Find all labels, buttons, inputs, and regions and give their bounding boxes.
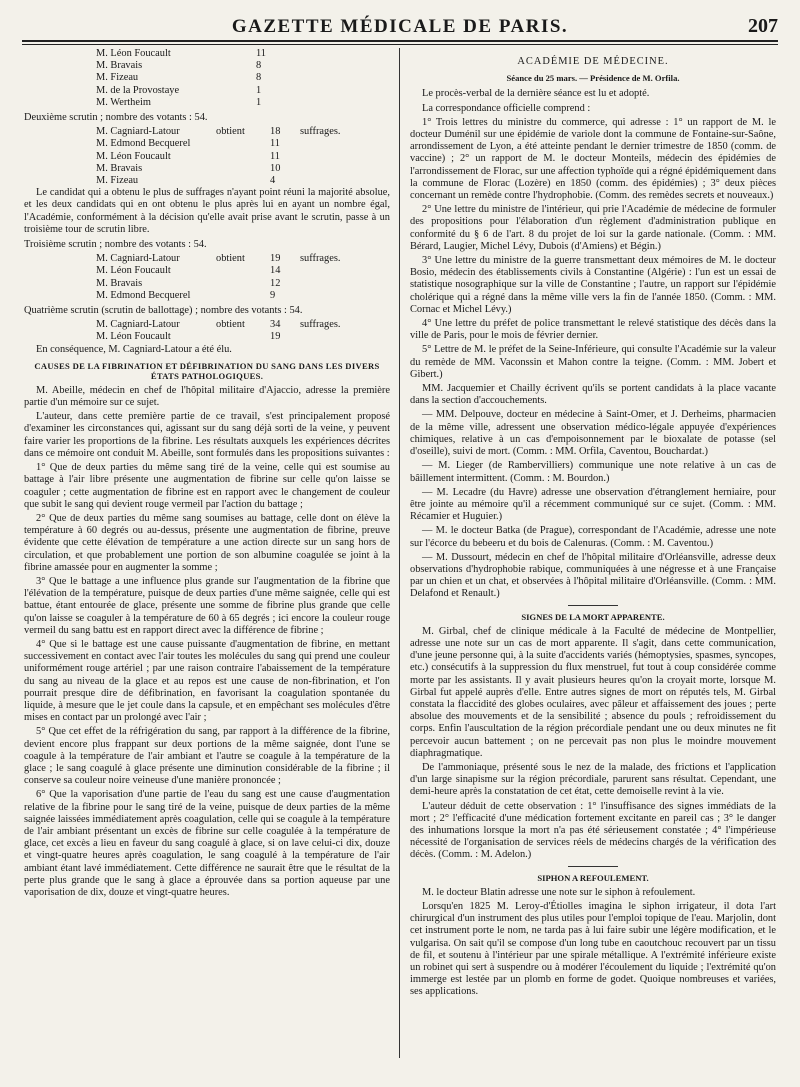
- vote-count: 10: [270, 162, 281, 174]
- vote-name: M. Edmond Becquerel: [96, 138, 191, 150]
- vote-name: M. Fizeau: [96, 72, 139, 84]
- vote-count: 8: [256, 72, 262, 84]
- correspondence-item: 5° Lettre de M. le préfet de la Seine-Inférieure, qui consulte l'Académie sur la valeur du remède de MM. Vaconssin et Mahon contre la teigne. (Comm. : MM. Jobert et Gibert.): [410, 344, 776, 380]
- right-column: [410, 48, 776, 1063]
- vote-count: 34: [270, 319, 281, 331]
- vote-name: M. Bravais: [96, 60, 143, 72]
- vote-row: [24, 48, 390, 60]
- page-header: [20, 12, 780, 38]
- vote-row: [24, 85, 390, 97]
- vote-count: 8: [256, 60, 262, 72]
- correspondence-item: — M. Dussourt, médecin en chef de l'hôpital militaire d'Orléansville, adresse deux observations d'hydrophobie rabique, communiquées à une négresse et à une Française par un chien et un chat, et observées à l'hôpital militaire d'Orléansville. (Comm. : MM. Delafond et Renault.): [410, 551, 776, 600]
- vote-name: M. Léon Foucault: [96, 265, 171, 277]
- article-paragraph: 3° Que le battage a une influence plus grande sur l'augmentation de la fibrine que l'élévation de la température, puisque de deux parties d'une même saignée, celle qui est battue, étant entourée de glace, présente une somme de fibrine plus grande que celle qu'on laisse se coaguler à la température de 60 à 65 degrés ; ici encore la couleur rouge vermeil du sang battu est en rapport direct avec la différence de fibrine ;: [24, 575, 390, 636]
- second-ballot-heading: Deuxième scrutin ; nombre des votants : 54.: [24, 112, 208, 124]
- section-title-fibrination: CAUSES DE LA FIBRINATION ET DÉFIBRINATION DU SANG DANS LES DIVERS ÉTATS PATHOLOGIQUES.: [34, 360, 380, 381]
- vote-suffix: suffrages.: [300, 126, 341, 138]
- fibrination-article: [24, 385, 390, 899]
- vote-count: 11: [270, 138, 281, 150]
- journal-title: GAZETTE MÉDICALE DE PARIS.: [231, 16, 569, 37]
- vote-count: 14: [270, 265, 281, 277]
- vote-row: [24, 319, 390, 331]
- header-rule-thin: [22, 44, 778, 45]
- correspondence-item: 3° Une lettre du ministre de la guerre transmettant deux mémoires de M. le docteur Bosio, médecin des établissements civils à Constantine (Algérie) : l'un est un essai de statistique nosographique sur la ville de Constantine ; l'autre, un rapport sur l'épidémie cholérique qui a régné dans la même ville vers la fin de l'année 1850. (Comm. : MM. Cornac et Michel Lévy.): [410, 255, 776, 315]
- vote-label: [216, 278, 270, 290]
- article-paragraph: De l'ammoniaque, présenté sous le nez de la malade, des frictions et l'application d'un large sinapisme sur la région précordiale, parurent sans résultat. Cependant, une demi-heure après la constatation de cet état, cette demoiselle revint à la vie.: [410, 761, 776, 798]
- vote-name: M. Edmond Becquerel: [96, 289, 191, 301]
- vote-count: 11: [270, 150, 281, 162]
- vote-row: [24, 175, 390, 187]
- article-paragraph: 4° Que si le battage est une cause puissante d'augmentation de fibrine, en mettant successivement en contact avec l'air toutes les molécules du sang qui prend une couleur uniformément rouge artériel ; par une raison contraire l'abaissement de la température du sang au niveau de la glace et au repos est une cause de non-fibrination, et l'on pourrait presque dire de défibrination, en favorisant la coagulation spontanée du liquide, à mesure que le jet coule dans la capsule, et en empêchant ses molécules d'être mises en contact par un prolongé avec l'air ;: [24, 638, 390, 724]
- vote-row: [24, 138, 390, 150]
- vote-count: 1: [256, 84, 262, 96]
- vote-suffix: suffrages.: [300, 319, 341, 331]
- vote-list-third: [24, 253, 390, 302]
- siphon-article: [410, 887, 776, 999]
- vote-list-fourth: [24, 319, 390, 343]
- vote-row: [24, 126, 390, 138]
- vote-count: 1: [256, 96, 262, 108]
- vote-label: obtient: [216, 253, 245, 265]
- header-rule: [22, 40, 778, 42]
- article-paragraph: 6° Que la vaporisation d'une partie de l'eau du sang est une cause d'augmentation relative de la fibrine pour le sang tiré de la veine, puisque de deux parties de la même saignée laissées immédiatement après coagulation, celle qui se coagule à la température de l'air ambiant présentant un excès de fibrine sur celle coagulée à la température de glace, cet excès a lieu en faveur du sang coagulé à glace, si on lave celui-ci dix, douze et vingt-quatre heures après coagulation, le sang coagulé à la température de l'air ambiant étant lavé immédiatement. Cette différence ne saurait être que le résultat de la perte plus grande que le sang à glace a éprouvée dans sa portion aqueuse par une vaporisation de dix, douze et vingt-quatre heures.: [24, 789, 390, 898]
- section-title-siphon: SIPHON A REFOULEMENT.: [537, 872, 649, 883]
- correspondence-item: — M. Lieger (de Rambervilliers) communique une note relative à un cas de bâillement intermittent. (Comm. : M. Bourdon.): [410, 460, 776, 484]
- vote-row: [24, 97, 390, 109]
- vote-label: [216, 163, 270, 175]
- vote-name: M. de la Provostaye: [96, 84, 180, 96]
- vote-label: [216, 151, 270, 163]
- vote-count: 12: [270, 277, 281, 289]
- correspondence-item: 2° Une lettre du ministre de l'intérieur, qui prie l'Académie de médecine de formuler des propositions pour l'élaboration d'un règlement d'administration publique en conformité du § 6 de l'art. 8 du projet de loi sur la garde nationale. (Comm. : MM. Bérard, Laugier, Michel Lévy, Dubois (d'Amiens) et Bégin.): [410, 204, 776, 252]
- vote-name: M. Wertheim: [96, 96, 151, 108]
- vote-count: 19: [270, 331, 281, 343]
- article-paragraph: L'auteur, dans cette première partie de ce travail, s'est principalement proposé d'examiner les circonstances qui, agissant sur du sang déjà sorti de la veine, y peuvent faire varier les proportions de la fibrine. Les résultats auxquels les expériences décrites dans ce mémoire ont conduit M. Abeille, sont formulés dans les propositions suivantes :: [24, 411, 390, 459]
- vote-count: 19: [270, 253, 281, 265]
- correspondence-item: — M. le docteur Batka (de Prague), correspondant de l'Académie, adresse une note sur l'écorce du bebeeru et du bois de Calenuras. (Comm. : M. Caventou.): [410, 525, 776, 549]
- vote-label: [216, 290, 270, 302]
- correspondence-list: [410, 117, 776, 601]
- correspondence-item: 4° Une lettre du préfet de police transmettant le relevé statistique des décès dans la ville de Paris, pour le mois de février dernier.: [410, 318, 776, 342]
- candidate-paragraph: Le candidat qui a obtenu le plus de suffrages n'ayant point réuni la majorité absolue, et les deux candidats qui en ont obtenu le plus après lui en ayant un nombre égal, l'Académie, conformément à la décision qu'elle avait prise avant le scrutin, passe à un troisième tour de scrutin libre.: [24, 187, 390, 235]
- vote-label: obtient: [216, 126, 245, 138]
- vote-row: [24, 60, 390, 72]
- vote-count: 18: [270, 126, 281, 138]
- election-result: En conséquence, M. Cagniard-Latour a été élu.: [36, 343, 232, 355]
- vote-row: [24, 151, 390, 163]
- left-column: [24, 48, 390, 1063]
- vote-list-first: [24, 48, 390, 109]
- vote-count: 4: [270, 175, 276, 187]
- vote-row: [24, 278, 390, 290]
- vote-name: M. Fizeau: [96, 175, 139, 187]
- minutes-adopted: Le procès-verbal de la dernière séance est lu et adopté.: [422, 88, 650, 100]
- column-divider: [399, 48, 400, 1058]
- vote-suffix: suffrages.: [300, 253, 341, 265]
- correspondence-item: — M. Lecadre (du Havre) adresse une observation d'étranglement herniaire, pour être jointe au mémoire qu'il a récemment communiqué sur ce sujet. (Comm. : MM. Récamier et Huguier.): [410, 486, 776, 523]
- mort-apparente-article: [410, 626, 776, 862]
- vote-label: [216, 138, 270, 150]
- vote-label: [216, 175, 270, 187]
- article-paragraph: L'auteur déduit de cette observation : 1° l'insuffisance des signes immédiats de la mort ; 2° l'efficacité d'une médication fortement excitante en pareil cas ; 3° le danger des inhumations lorsque la mort n'a pas été sérieusement constatée ; 4° l'impérieuse nécessité de l'organisation de services réels de médecins chargés de la vérification des décès. (Comm. : M. Adelon.): [410, 800, 776, 861]
- vote-name: M. Cagniard-Latour: [96, 126, 180, 138]
- vote-name: M. Cagniard-Latour: [96, 319, 180, 331]
- vote-row: [24, 163, 390, 175]
- section-rule-2: [568, 866, 618, 867]
- vote-label: [216, 265, 270, 277]
- correspondence-item: 1° Trois lettres du ministre du commerce, qui adresse : 1° un rapport de M. le docteur Duménil sur une épidémie de variole dont la commune de Fontaine-sur-Saône, arrondissement de Lyon, a été atteinte pendant le dernier trimestre de 1850 (comm. de vaccine) ; 2° un rapport de M. le docteur Monteils, médecin des épidémies de l'arrondissement de Florac, sur une affection typhoïde qui a régné épidémiquement dans la commune de Florac (Lozère) en 1850 (comm. des épidémies) ; 3° deux pièces concernant un remède contre l'hydrophobie. (Comm. des remèdes secrets et nouveaux.): [410, 116, 776, 202]
- vote-name: M. Léon Foucault: [96, 48, 171, 59]
- article-paragraph: 2° Que de deux parties du même sang soumises au battage, celle dont on élève la température à 60 degrés ou au-dessus, présente une augmentation de fibrine, preuve évidente que cette élévation de température a une action directe sur un sang hors de circulation, et que probablement une portion de son albumine coagulée se joint à la fibrine amassée pour en augmenter la somme ;: [24, 512, 390, 573]
- correspondence-item: — MM. Delpouve, docteur en médecine à Saint-Omer, et J. Derheims, pharmacien de la même ville, adressent une observation médico-légale appuyée d'expériences chimiques, relative à un cas d'empoisonnement par le bioxalate de potasse (sel d'oseille), suivi de mort. (Comm. : MM. Orfila, Caventou, Bouchardat.): [410, 409, 776, 458]
- vote-name: M. Léon Foucault: [96, 331, 171, 343]
- article-paragraph: M. Girbal, chef de clinique médicale à la Faculté de médecine de Montpellier, adresse une note sur un cas de mort apparente. Il s'agit, dans cette communication, d'une jeune personne qui, à la suite d'accidents variés (hémoptysies, spasmes, syncopes, etc.) consécutifs à la suppression du flux menstruel, fut tout à coup considérée comme morte par les assistants. Il y avait plusieurs heures qu'on la croyait morte, lorsque M. Girbal fut appelé auprès d'elle. Entre autres signes de mort on réputés tels, M. Girbal constata la flaccidité des globes oculaires, avec pâleur et affaissement des joues ; perte absolue des mouvements et de la sensibilité ; absence du pouls ; refroidissement du corps. Enfin l'auscultation de la région précordiale pendant une ou deux minutes ne fit percevoir aucun battement ; on ne percevait pas non plus le moindre mouvement diaphragmatique.: [410, 625, 776, 759]
- correspondence-item: MM. Jacquemier et Chailly écrivent qu'ils se portent candidats à la place vacante dans la section d'accouchements.: [410, 383, 776, 407]
- vote-label: [216, 331, 270, 343]
- article-paragraph: Lorsqu'en 1825 M. Leroy-d'Étiolles imagina le siphon irrigateur, il dota l'art chirurgical d'un instrument des plus utiles pour l'emploi topique de l'eau. Marjolin, dont cet instrument porte le nom, ne tarda pas à lui faire subir une légère modification, et le vulgarisa. On sait qu'il se compose d'un long tube en caoutchouc recouvert par un tissu de fil, et soutenu à l'intérieur par une spirale métallique. A l'extrémité inférieure existe un robinet qui sert à suspendre ou à modérer l'écoulement du liquide ; l'extrémité qu'on immerge est lestée par un plomb en forme de godet. Quoique nombreuses et variées, ses applications.: [410, 901, 776, 998]
- academy-heading: ACADÉMIE DE MÉDECINE.: [517, 56, 669, 67]
- section-rule: [568, 605, 618, 606]
- fourth-ballot-heading: Quatrième scrutin (scrutin de ballottage) ; nombre des votants : 54.: [24, 305, 303, 317]
- vote-row: [24, 253, 390, 265]
- vote-row: [24, 72, 390, 84]
- vote-name: M. Bravais: [96, 162, 143, 174]
- vote-row: [24, 290, 390, 302]
- correspondence-intro: La correspondance officielle comprend :: [422, 102, 591, 114]
- vote-count: 9: [270, 289, 276, 301]
- vote-list-second: [24, 126, 390, 187]
- vote-count: 11: [256, 48, 267, 59]
- vote-name: M. Cagniard-Latour: [96, 253, 180, 265]
- article-paragraph: 5° Que cet effet de la réfrigération du sang, par rapport à la différence de la fibrine, devient encore plus frappant sur deux portions de la même saignée, dont l'une se coagule à la température de l'air ambiant et l'autre se coagule à la température de la glace ; le sang coagulé à glace présente une diminution considérable de la fibrine ; il conserve sa couleur noire veineuse d'une manière prononcée ;: [24, 726, 390, 787]
- vote-row: [24, 265, 390, 277]
- vote-name: M. Bravais: [96, 277, 143, 289]
- third-ballot-heading: Troisième scrutin ; nombre des votants : 54.: [24, 239, 207, 251]
- vote-row: [24, 331, 390, 343]
- article-paragraph: 1° Que de deux parties du même sang tiré de la veine, celle qui est soumise au battage à l'air libre présente une augmentation de fibrine sur celle qu'on laisse se coaguler ; cette augmentation de fibrine est en rapport avec le changement de couleur que subit le sang qui devient rouge vermeil par l'action du battage ;: [24, 462, 390, 510]
- vote-label: obtient: [216, 319, 245, 331]
- section-title-mort-apparente: SIGNES DE LA MORT APPARENTE.: [521, 611, 665, 622]
- vote-name: M. Léon Foucault: [96, 150, 171, 162]
- session-heading: Séance du 25 mars. — Présidence de M. Orfila.: [506, 73, 680, 84]
- article-paragraph: M. le docteur Blatin adresse une note sur le siphon à refoulement.: [422, 886, 696, 898]
- article-paragraph: M. Abeille, médecin en chef de l'hôpital militaire d'Ajaccio, adresse la première partie d'un mémoire sur ce sujet.: [24, 384, 390, 409]
- page-number: 207: [748, 15, 778, 37]
